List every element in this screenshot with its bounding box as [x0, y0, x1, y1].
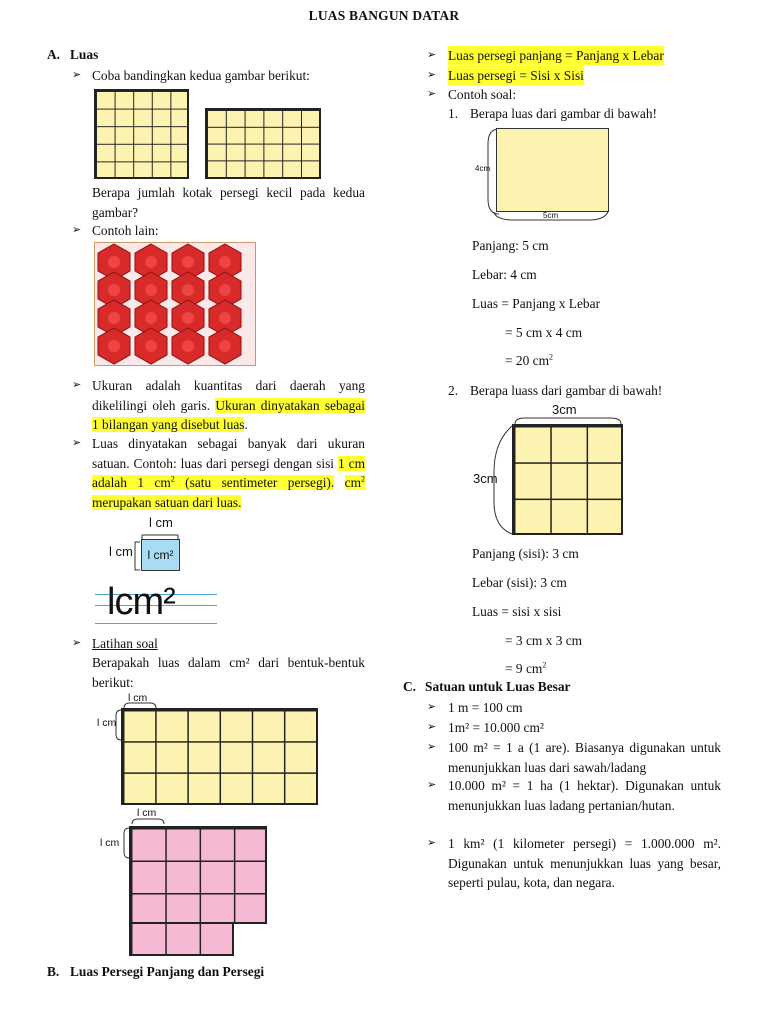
- hexagon-center: [108, 284, 120, 296]
- hexagon-center: [108, 256, 120, 268]
- question-text: Berapa jumlah kotak persegi kecil pada kedua gambar?: [92, 185, 365, 220]
- hexagon-center: [182, 256, 194, 268]
- section-b-heading: Luas Persegi Panjang dan Persegi: [70, 964, 265, 979]
- big-unit-figure: [95, 581, 217, 626]
- sup-2: 2: [542, 660, 547, 670]
- latihan-heading: Latihan soal: [92, 636, 158, 651]
- hexagon-center: [182, 312, 194, 324]
- bullet-arrow-icon: ➢: [72, 224, 82, 236]
- hexagon-center: [182, 284, 194, 296]
- hexagon-center: [108, 312, 120, 324]
- pink-grid-top-label: l cm: [137, 807, 157, 819]
- q1-bottom-label: 5cm: [543, 211, 559, 220]
- hexagon-center: [145, 340, 157, 352]
- page-title: LUAS BANGUN DATAR: [308, 8, 460, 23]
- compare-text: Coba bandingkan kedua gambar berikut:: [92, 68, 310, 83]
- pink-grid-bottom: [129, 922, 234, 956]
- pink-grid-step-edge: [232, 922, 267, 924]
- q2-number: 2.: [448, 383, 459, 398]
- bullet-arrow-icon: ➢: [427, 741, 437, 753]
- q2-line-1: Panjang (sisi): 3 cm: [472, 546, 579, 561]
- luas-hl-a: 1 cm adalah 1 cm: [92, 455, 365, 490]
- q2-line-5-text: = 9 cm: [505, 661, 543, 676]
- ukuran-highlight: Ukuran dinyatakan sebagai 1 bilangan yang disebut luas: [92, 397, 365, 432]
- bullet-arrow-icon: ➢: [72, 437, 82, 449]
- bullet-arrow-icon: ➢: [72, 379, 82, 391]
- hexagon-center: [182, 340, 194, 352]
- luas-hl-b: (satu sentimeter persegi).: [185, 475, 335, 490]
- q2-square-grid: [512, 424, 623, 535]
- hexagon-center: [219, 340, 231, 352]
- hexagon-center: [108, 340, 120, 352]
- q1-number: 1.: [448, 106, 459, 121]
- hexagon-center: [219, 284, 231, 296]
- hexagon-center: [145, 256, 157, 268]
- luas-text: Luas dinyatakan sebagai banyak dari ukuran satuan. Contoh: luas dari persegi dengan sisi: [92, 436, 365, 471]
- other-example-text: Contoh lain:: [92, 223, 159, 238]
- bullet-arrow-icon: ➢: [427, 779, 437, 791]
- yellow-grid-figure: [121, 708, 318, 805]
- formula-rectangle: Luas persegi panjang = Panjang x Lebar: [448, 48, 664, 63]
- q2-line-5: [505, 659, 546, 678]
- section-c-heading: Satuan untuk Luas Besar: [425, 679, 571, 694]
- section-a-heading: Luas: [70, 47, 99, 62]
- q1-line-3: Luas = Panjang x Lebar: [472, 296, 601, 311]
- section-b-label: B.: [47, 964, 60, 979]
- grid-figure-1: [94, 89, 189, 179]
- bullet-arrow-icon: ➢: [427, 49, 437, 61]
- q1-line-1: Panjang: 5 cm: [472, 238, 549, 253]
- luas-hl-d: merupakan satuan dari luas.: [92, 494, 242, 510]
- hexagon-center: [219, 256, 231, 268]
- unit-item-3: 100 m² = 1 a (1 are). Biasanya digunakan untuk menunjukkan luas dari sawah/ladang: [448, 740, 721, 775]
- bullet-arrow-icon: ➢: [72, 69, 82, 81]
- section-c-label: C.: [403, 679, 417, 694]
- q1-line-4: = 5 cm x 4 cm: [505, 325, 583, 340]
- q1-line-5-text: = 20 cm: [505, 353, 549, 368]
- unit-item-4: 10.000 m² = 1 ha (1 hektar). Digunakan untuk menunjukkan luas ladang pertanian/hutan.: [448, 778, 721, 813]
- luas-hl-c: cm: [344, 475, 361, 490]
- yellow-grid-left-label: l cm: [97, 717, 117, 729]
- unit-square-top-label: l cm: [149, 515, 173, 530]
- unit-square-left-label: l cm: [109, 544, 133, 559]
- unit-item-1: 1 m = 100 cm: [448, 700, 523, 715]
- q1-rectangle: [496, 128, 609, 212]
- q2-text: Berapa luass dari gambar di bawah!: [470, 383, 663, 398]
- q1-text: Berapa luas dari gambar di bawah!: [470, 106, 658, 121]
- yellow-grid-top-label: l cm: [128, 692, 148, 704]
- pink-grid-top: [129, 826, 267, 924]
- latihan-question: Berapakah luas dalam cm² dari bentuk-bentuk berikut:: [92, 655, 365, 690]
- hexagon-center: [145, 312, 157, 324]
- hexagon-pattern: [94, 242, 256, 366]
- big-unit-text: lcm²: [107, 581, 175, 623]
- hexagon-tiles-figure: [94, 242, 256, 366]
- bullet-arrow-icon: ➢: [427, 701, 437, 713]
- ukuran-paragraph: [92, 376, 365, 435]
- q2-line-4: = 3 cm x 3 cm: [505, 633, 583, 648]
- q2-side-label: 3cm: [473, 471, 498, 486]
- hexagon-center: [145, 284, 157, 296]
- q1-line-5: [505, 351, 553, 370]
- unit-item-5: 1 km² (1 kilometer persegi) = 1.000.000 m². Digunakan untuk menunjukkan luas yang besar, seperti pulau, kota, dan negara.: [448, 836, 721, 890]
- sup-2: 2: [549, 352, 553, 362]
- pink-grid-left-label: l cm: [100, 837, 120, 849]
- sup-2: 2: [360, 474, 365, 484]
- unit-square-cell: l cm²: [141, 539, 180, 571]
- bullet-arrow-icon: ➢: [427, 69, 437, 81]
- sup-2: 2: [170, 474, 175, 484]
- contoh-heading: Contoh soal:: [448, 87, 517, 102]
- q2-line-3: Luas = sisi x sisi: [472, 604, 562, 619]
- bullet-arrow-icon: ➢: [427, 837, 437, 849]
- q2-line-2: Lebar (sisi): 3 cm: [472, 575, 567, 590]
- ukuran-end: .: [244, 417, 248, 432]
- q1-line-2: Lebar: 4 cm: [472, 267, 537, 282]
- section-a-label: A.: [47, 47, 61, 62]
- q1-side-label: 4cm: [475, 164, 491, 173]
- hexagon-center: [219, 312, 231, 324]
- ukuran-text: Ukuran adalah kuantitas dari daerah yang dikelilingi oleh garis.: [92, 378, 365, 413]
- bullet-arrow-icon: ➢: [427, 88, 437, 100]
- bullet-arrow-icon: ➢: [72, 637, 82, 649]
- q2-top-label: 3cm: [552, 402, 577, 417]
- luas-paragraph: [92, 434, 365, 512]
- unit-item-2: 1m² = 10.000 cm²: [448, 720, 544, 735]
- bullet-arrow-icon: ➢: [427, 721, 437, 733]
- formula-square: Luas persegi = Sisi x Sisi: [448, 68, 584, 83]
- grid-figure-2: [205, 108, 321, 179]
